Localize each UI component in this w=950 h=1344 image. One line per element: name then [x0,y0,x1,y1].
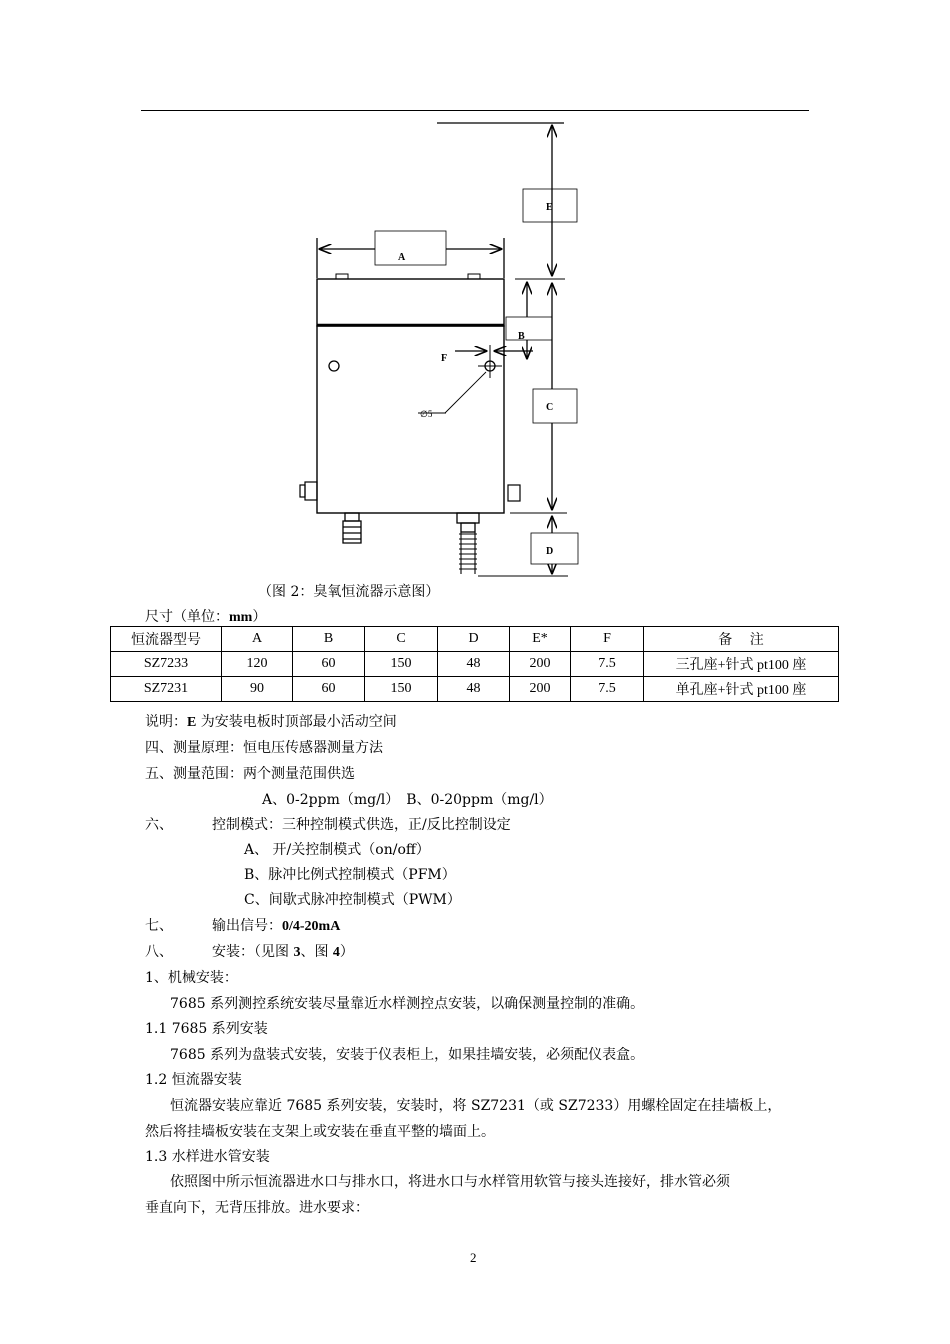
heading-1-2: 1.2 恒流器安装 [145,1072,242,1088]
paragraph-1-3-line-1: 依照图中所示恒流器进水口与排水口，将进水口与水样管用软管与接头连接好，排水管必须 [170,1174,730,1190]
section-4: 四、测量原理：恒电压传感器测量方法 [145,740,383,756]
header-f: F [571,627,644,652]
section-6-text: 控制模式：三种控制模式供选，正/反比控制设定 [212,817,511,833]
header-b: B [293,627,365,652]
heading-1-1: 1.1 7685 系列安装 [145,1021,268,1037]
paragraph-1-2-line-2: 然后将挂墙板安装在支架上或安装在垂直平整的墙面上。 [145,1124,495,1140]
dim-label-e: E [546,202,553,213]
ozone-flow-cell-diagram [0,0,950,600]
header-remark: 备 注 [644,627,839,652]
header-d: D [438,627,510,652]
header-a: A [222,627,293,652]
heading-1: 1、机械安装： [145,970,238,986]
dimensions-table [110,626,839,702]
paragraph-1-2-line-1: 恒流器安装应靠近 7685 系列安装，安装时，将 SZ7231（或 SZ7233）用螺栓固定在挂墙板上， [170,1098,782,1114]
dim-label-a: A [398,252,406,263]
hole-diameter-label: ∅5 [420,409,433,419]
dimensions-title: 尺寸（单位：mm） [145,609,267,625]
section-8-text: 安装：（见图 3、图 4） [212,944,354,960]
section-6-number: 六、 [145,817,173,833]
figure-caption: （图 2：臭氧恒流器示意图） [258,584,440,600]
section-7-number: 七、 [145,918,173,934]
section-5-options: A、0-2ppm（mg/l） B、0-20ppm（mg/l） [262,792,553,808]
header-e: E* [510,627,571,652]
paragraph-1: 7685 系列测控系统安装尽量靠近水样测控点安装，以确保测量控制的准确。 [170,996,645,1012]
section-6-option-b: B、脉冲比例式控制模式（PFM） [244,867,456,883]
section-5: 五、测量范围：两个测量范围供选 [145,766,355,782]
dim-label-b: B [518,331,525,342]
table-row: SZ7231 90 60 150 48 200 7.5 单孔座+针式 pt100 座 [111,677,839,702]
dim-label-d: D [546,546,554,557]
table-header-row [111,627,839,652]
paragraph-1-3-line-2: 垂直向下，无背压排放。进水要求： [145,1200,369,1216]
section-8-number: 八、 [145,944,173,960]
header-c: C [365,627,438,652]
heading-1-3: 1.3 水样进水管安装 [145,1149,270,1165]
section-6-option-a: A、 开/关控制模式（on/off） [244,842,430,858]
section-6-option-c: C、间歇式脉冲控制模式（PWM） [244,892,461,908]
header-model: 恒流器型号 [111,627,222,652]
table-row: SZ7233 120 60 150 48 200 7.5 三孔座+针式 pt100 座 [111,652,839,677]
note-line: 说明：E 为安装电板时顶部最小活动空间 [145,714,397,730]
dim-label-f: F [441,353,448,364]
paragraph-1-1: 7685 系列为盘装式安装，安装于仪表柜上，如果挂墙安装，必须配仪表盒。 [170,1047,645,1063]
page-number: 2 [470,1250,477,1265]
dim-label-c: C [546,402,554,413]
section-7-text: 输出信号：0/4-20mA [212,918,341,934]
